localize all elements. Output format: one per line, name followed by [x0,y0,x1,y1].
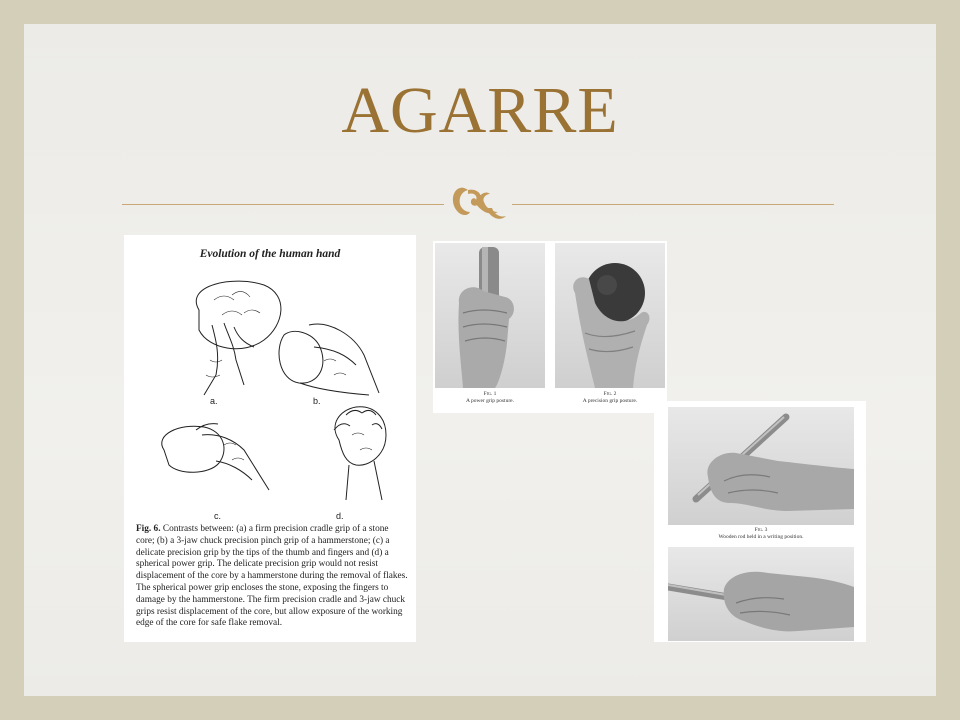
title-divider-left [122,204,444,205]
grip-posture-photos [433,241,667,413]
label-a: a. [210,396,218,406]
fig3-caption: Wooden rod held in a writing position. [718,533,804,540]
figure-caption [136,524,408,630]
rod-grip-photo [668,547,854,641]
fig1-caption: A power grip posture. [466,397,514,404]
writing-grip-photos [654,401,866,642]
writing-position-photo [668,407,854,525]
title-divider-right [512,204,834,205]
caption-body: Contrasts between: (a) a firm precision cradle grip of a stone core; (b) a 3-jaw chuck precision pinch grip of a hammerstone; (c) a delicate precision grip by the tips of the thumb and fingers and (d) a spherical power grip. The delicate precision grip would not resist displacement of the core by a hammerstone during the removal of flakes. The spherical power grip encloses the stone, exposing the fingers to damage by the hammerstone. The firm precision cradle and 3-jaw chuck grips resist displacement of the core, but allow exposure of the working edge of the core for safe flake removal. [136,524,408,629]
figure-title: Evolution of the human hand [199,248,341,260]
fig2-number: Fig. 2 [603,391,617,397]
fig1-number: Fig. 1 [483,391,497,397]
fig3-number: Fig. 3 [754,527,768,533]
hand-grip-illustrations [124,265,416,525]
fleur-ornament-icon [446,182,510,226]
power-grip-photo [435,243,545,388]
label-b: b. [313,396,321,406]
label-d: d. [336,511,344,521]
slide-title: AGARRE [341,74,619,147]
label-c: c. [214,511,222,521]
precision-grip-photo [555,243,665,388]
evolution-of-hand-figure [124,235,416,642]
caption-lead: Fig. 6. [136,524,161,534]
fig2-caption: A precision grip posture. [582,397,638,404]
